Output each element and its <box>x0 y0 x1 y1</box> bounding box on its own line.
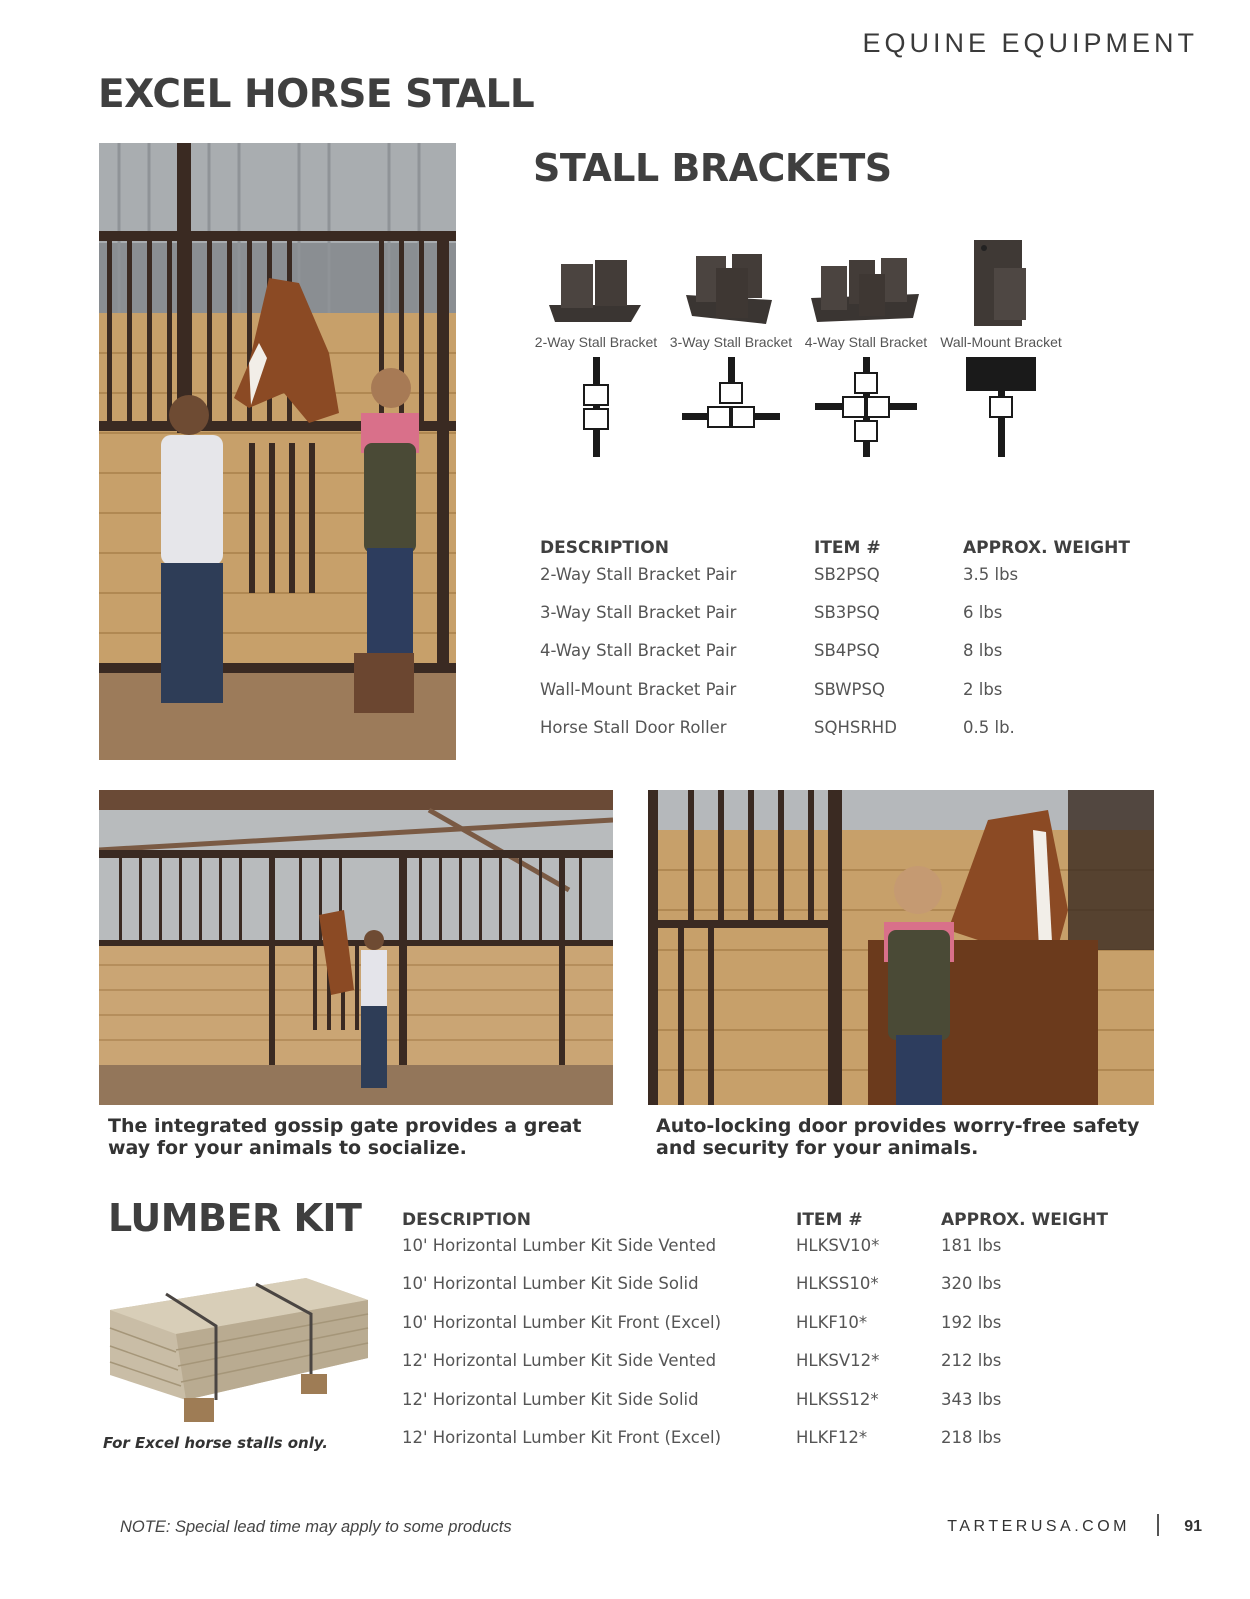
table-cell: 8 lbs <box>963 641 1003 660</box>
bracket-3-way-label: 3-Way Stall Bracket <box>669 334 793 350</box>
brackets-header-description: DESCRIPTION <box>540 538 669 558</box>
table-cell: 181 lbs <box>941 1236 1002 1255</box>
bracket-2-way-product-icon <box>531 250 661 330</box>
website-link[interactable]: TARTERUSA.COM <box>947 1518 1130 1535</box>
lumber-header-item: ITEM # <box>796 1210 863 1230</box>
bracket-3-way <box>666 250 796 461</box>
table-cell: SB4PSQ <box>814 641 880 660</box>
table-cell: SBWPSQ <box>814 680 885 699</box>
table-cell: HLKSV12* <box>796 1351 880 1370</box>
table-cell: 2-Way Stall Bracket Pair <box>540 565 737 584</box>
bracket-4-way-product-icon <box>801 250 931 330</box>
table-cell: SB2PSQ <box>814 565 880 584</box>
table-cell: HLKSV10* <box>796 1236 880 1255</box>
bracket-wall-mount-diagram-icon <box>936 357 1066 457</box>
table-cell: 12' Horizontal Lumber Kit Side Solid <box>402 1390 699 1409</box>
gossip-gate-photo <box>99 790 613 1105</box>
auto-lock-caption: Auto-locking door provides worry-free safety and security for your animals. <box>656 1115 1140 1159</box>
table-cell: 192 lbs <box>941 1313 1002 1332</box>
table-cell: 343 lbs <box>941 1390 1002 1409</box>
table-cell: 4-Way Stall Bracket Pair <box>540 641 737 660</box>
bracket-2-way-label: 2-Way Stall Bracket <box>534 334 658 350</box>
table-cell: 10' Horizontal Lumber Kit Side Solid <box>402 1274 699 1293</box>
table-cell: HLKF12* <box>796 1428 868 1447</box>
table-cell: SQHSRHD <box>814 718 897 737</box>
page-title: EXCEL HORSE STALL <box>98 72 535 117</box>
lumber-kit-note: For Excel horse stalls only. <box>103 1434 328 1452</box>
lumber-kit-title: LUMBER KIT <box>108 1196 362 1240</box>
bracket-4-way-label: 4-Way Stall Bracket <box>804 334 928 350</box>
auto-lock-door-photo <box>648 790 1154 1105</box>
table-cell: 12' Horizontal Lumber Kit Front (Excel) <box>402 1428 722 1447</box>
table-cell: 2 lbs <box>963 680 1003 699</box>
lumber-kit-photo <box>106 1270 372 1425</box>
table-cell: 12' Horizontal Lumber Kit Side Vented <box>402 1351 717 1370</box>
table-cell: Wall-Mount Bracket Pair <box>540 680 737 699</box>
bracket-2-way-diagram-icon <box>531 357 661 457</box>
table-cell: 10' Horizontal Lumber Kit Side Vented <box>402 1236 717 1255</box>
table-cell: HLKF10* <box>796 1313 868 1332</box>
lead-time-note: NOTE: Special lead time may apply to some products <box>120 1518 512 1536</box>
bracket-4-way-diagram-icon <box>801 357 931 457</box>
table-cell: 3-Way Stall Bracket Pair <box>540 603 737 622</box>
bracket-3-way-product-icon <box>666 250 796 330</box>
table-cell: 6 lbs <box>963 603 1003 622</box>
table-cell: 10' Horizontal Lumber Kit Front (Excel) <box>402 1313 722 1332</box>
lumber-header-weight: APPROX. WEIGHT <box>941 1210 1108 1230</box>
table-cell: HLKSS12* <box>796 1390 879 1409</box>
footer-divider <box>1157 1514 1159 1536</box>
section-label: EQUINE EQUIPMENT <box>862 28 1198 58</box>
table-cell: 212 lbs <box>941 1351 1002 1370</box>
bracket-wall-mount-label: Wall-Mount Bracket <box>940 334 1062 350</box>
bracket-2-way <box>531 250 661 461</box>
bracket-4-way <box>801 250 931 461</box>
stall-photo-kids-horse <box>99 143 456 760</box>
lumber-header-description: DESCRIPTION <box>402 1210 531 1230</box>
table-cell: HLKSS10* <box>796 1274 879 1293</box>
table-cell: 320 lbs <box>941 1274 1002 1293</box>
bracket-3-way-diagram-icon <box>666 357 796 457</box>
table-cell: 218 lbs <box>941 1428 1002 1447</box>
stall-brackets-title: STALL BRACKETS <box>533 146 892 190</box>
table-cell: Horse Stall Door Roller <box>540 718 727 737</box>
table-cell: SB3PSQ <box>814 603 880 622</box>
page-number: 91 <box>1184 1518 1202 1535</box>
bracket-wall-mount <box>936 236 1066 461</box>
gossip-gate-caption: The integrated gossip gate provides a great way for your animals to socialize. <box>108 1115 582 1159</box>
brackets-header-item: ITEM # <box>814 538 881 558</box>
table-cell: 3.5 lbs <box>963 565 1019 584</box>
brackets-header-weight: APPROX. WEIGHT <box>963 538 1130 558</box>
table-cell: 0.5 lb. <box>963 718 1015 737</box>
bracket-wall-mount-product-icon <box>936 236 1066 330</box>
